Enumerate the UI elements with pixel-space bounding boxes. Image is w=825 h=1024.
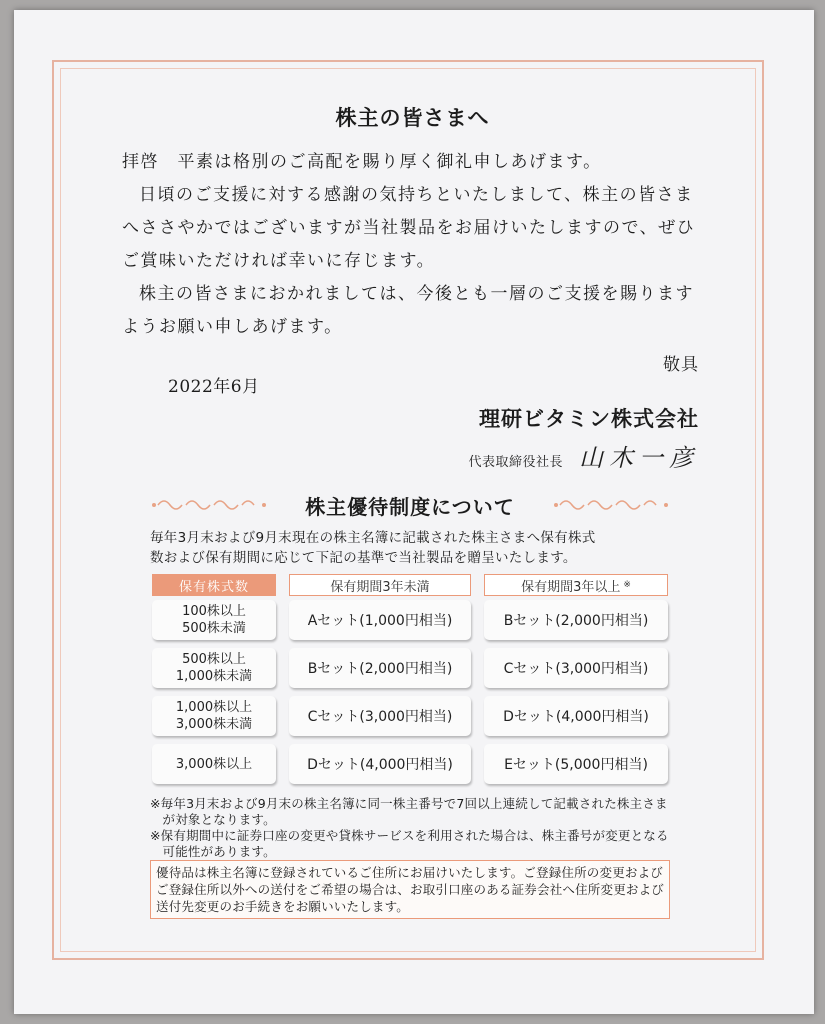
shares-cell: [152, 648, 276, 688]
letter-paragraph-greeting: 拝啓 平素は格別のご高配を賜り厚く御礼申しあげます。: [122, 152, 602, 172]
gift-under-3-years: Aセット(1,000円相当): [289, 600, 471, 640]
shares-max: 3,000株未満: [175, 717, 253, 732]
company-name: 理研ビタミン株式会社: [479, 406, 699, 431]
representative-name: 山木一彦: [579, 444, 699, 472]
left-ornament-icon: [150, 495, 268, 515]
benefits-title: 株主優待制度について: [305, 494, 515, 519]
header-shares: 保有株式数: [152, 574, 276, 596]
letter-paragraph-thanks: 日頃のご支援に対する感謝の気持ちといたしまして、株主の皆さまへささやかではございますが当社製品をお届けいたしますので、ぜひご賞味いただければ幸いに存じます。: [122, 185, 696, 271]
gift-over-3-years: Eセット(5,000円相当): [484, 744, 668, 784]
gift-over-3-years: Dセット(4,000円相当): [484, 696, 668, 736]
letter-body: [122, 146, 712, 344]
representative-line: [468, 438, 699, 473]
shares-cell: [152, 696, 276, 736]
letter-date: 2022年6月: [168, 377, 260, 397]
shares-min: 1,000株以上: [175, 700, 253, 715]
benefits-intro-line: 毎年3月末および9月末現在の株主名簿に記載された株主さまへ保有株式: [150, 530, 596, 546]
note-item: ※毎年3月末および9月末の株主名簿に同一株主番号で7回以上連続して記載された株主さまが対象となります。: [150, 796, 668, 827]
benefits-intro-line: 数および保有期間に応じて下記の基準で当社製品を贈呈いたします。: [150, 550, 577, 566]
shares-cell: [152, 600, 276, 640]
letter-paragraph-request: 株主の皆さまにおかれましては、今後とも一層のご支援を賜りますようお願い申しあげます。: [122, 284, 694, 337]
shares-cell: [152, 744, 276, 784]
delivery-notice: 優待品は株主名簿に登録されているご住所にお届けいたします。ご登録住所の変更およびご登録住所以外への送付をご希望の場合は、お取引口座のある証券会社へ住所変更および送付先変更のお手続きをお願いいたします。: [150, 860, 670, 919]
benefits-intro: [150, 528, 680, 568]
note-item: ※保有期間中に証券口座の変更や貸株サービスを利用された場合は、株主番号が変更となる可能性があります。: [150, 828, 669, 859]
gift-under-3-years: Dセット(4,000円相当): [289, 744, 471, 784]
gift-over-3-years: Cセット(3,000円相当): [484, 648, 668, 688]
gift-under-3-years: Bセット(2,000円相当): [289, 648, 471, 688]
benefits-header: [150, 488, 670, 522]
benefits-notes: [150, 796, 680, 860]
gift-under-3-years: Cセット(3,000円相当): [289, 696, 471, 736]
header-under-3-years: 保有期間3年未満: [289, 574, 471, 596]
shares-max: 1,000株未満: [175, 669, 253, 684]
shares-min: 3,000株以上: [175, 756, 253, 772]
header-over-3-years: [484, 574, 668, 596]
letter-title: 株主の皆さまへ: [335, 105, 490, 130]
letter-closing: 敬具: [663, 355, 699, 375]
right-ornament-icon: [552, 495, 670, 515]
gift-over-3-years: Bセット(2,000円相当): [484, 600, 668, 640]
shares-max: 500株未満: [182, 621, 246, 636]
header-note-mark: ※: [623, 580, 631, 590]
header-over-3-years-label: 保有期間3年以上: [521, 579, 621, 595]
representative-title: 代表取締役社長: [468, 455, 563, 470]
shares-min: 500株以上: [182, 652, 246, 667]
shares-min: 100株以上: [182, 604, 246, 619]
